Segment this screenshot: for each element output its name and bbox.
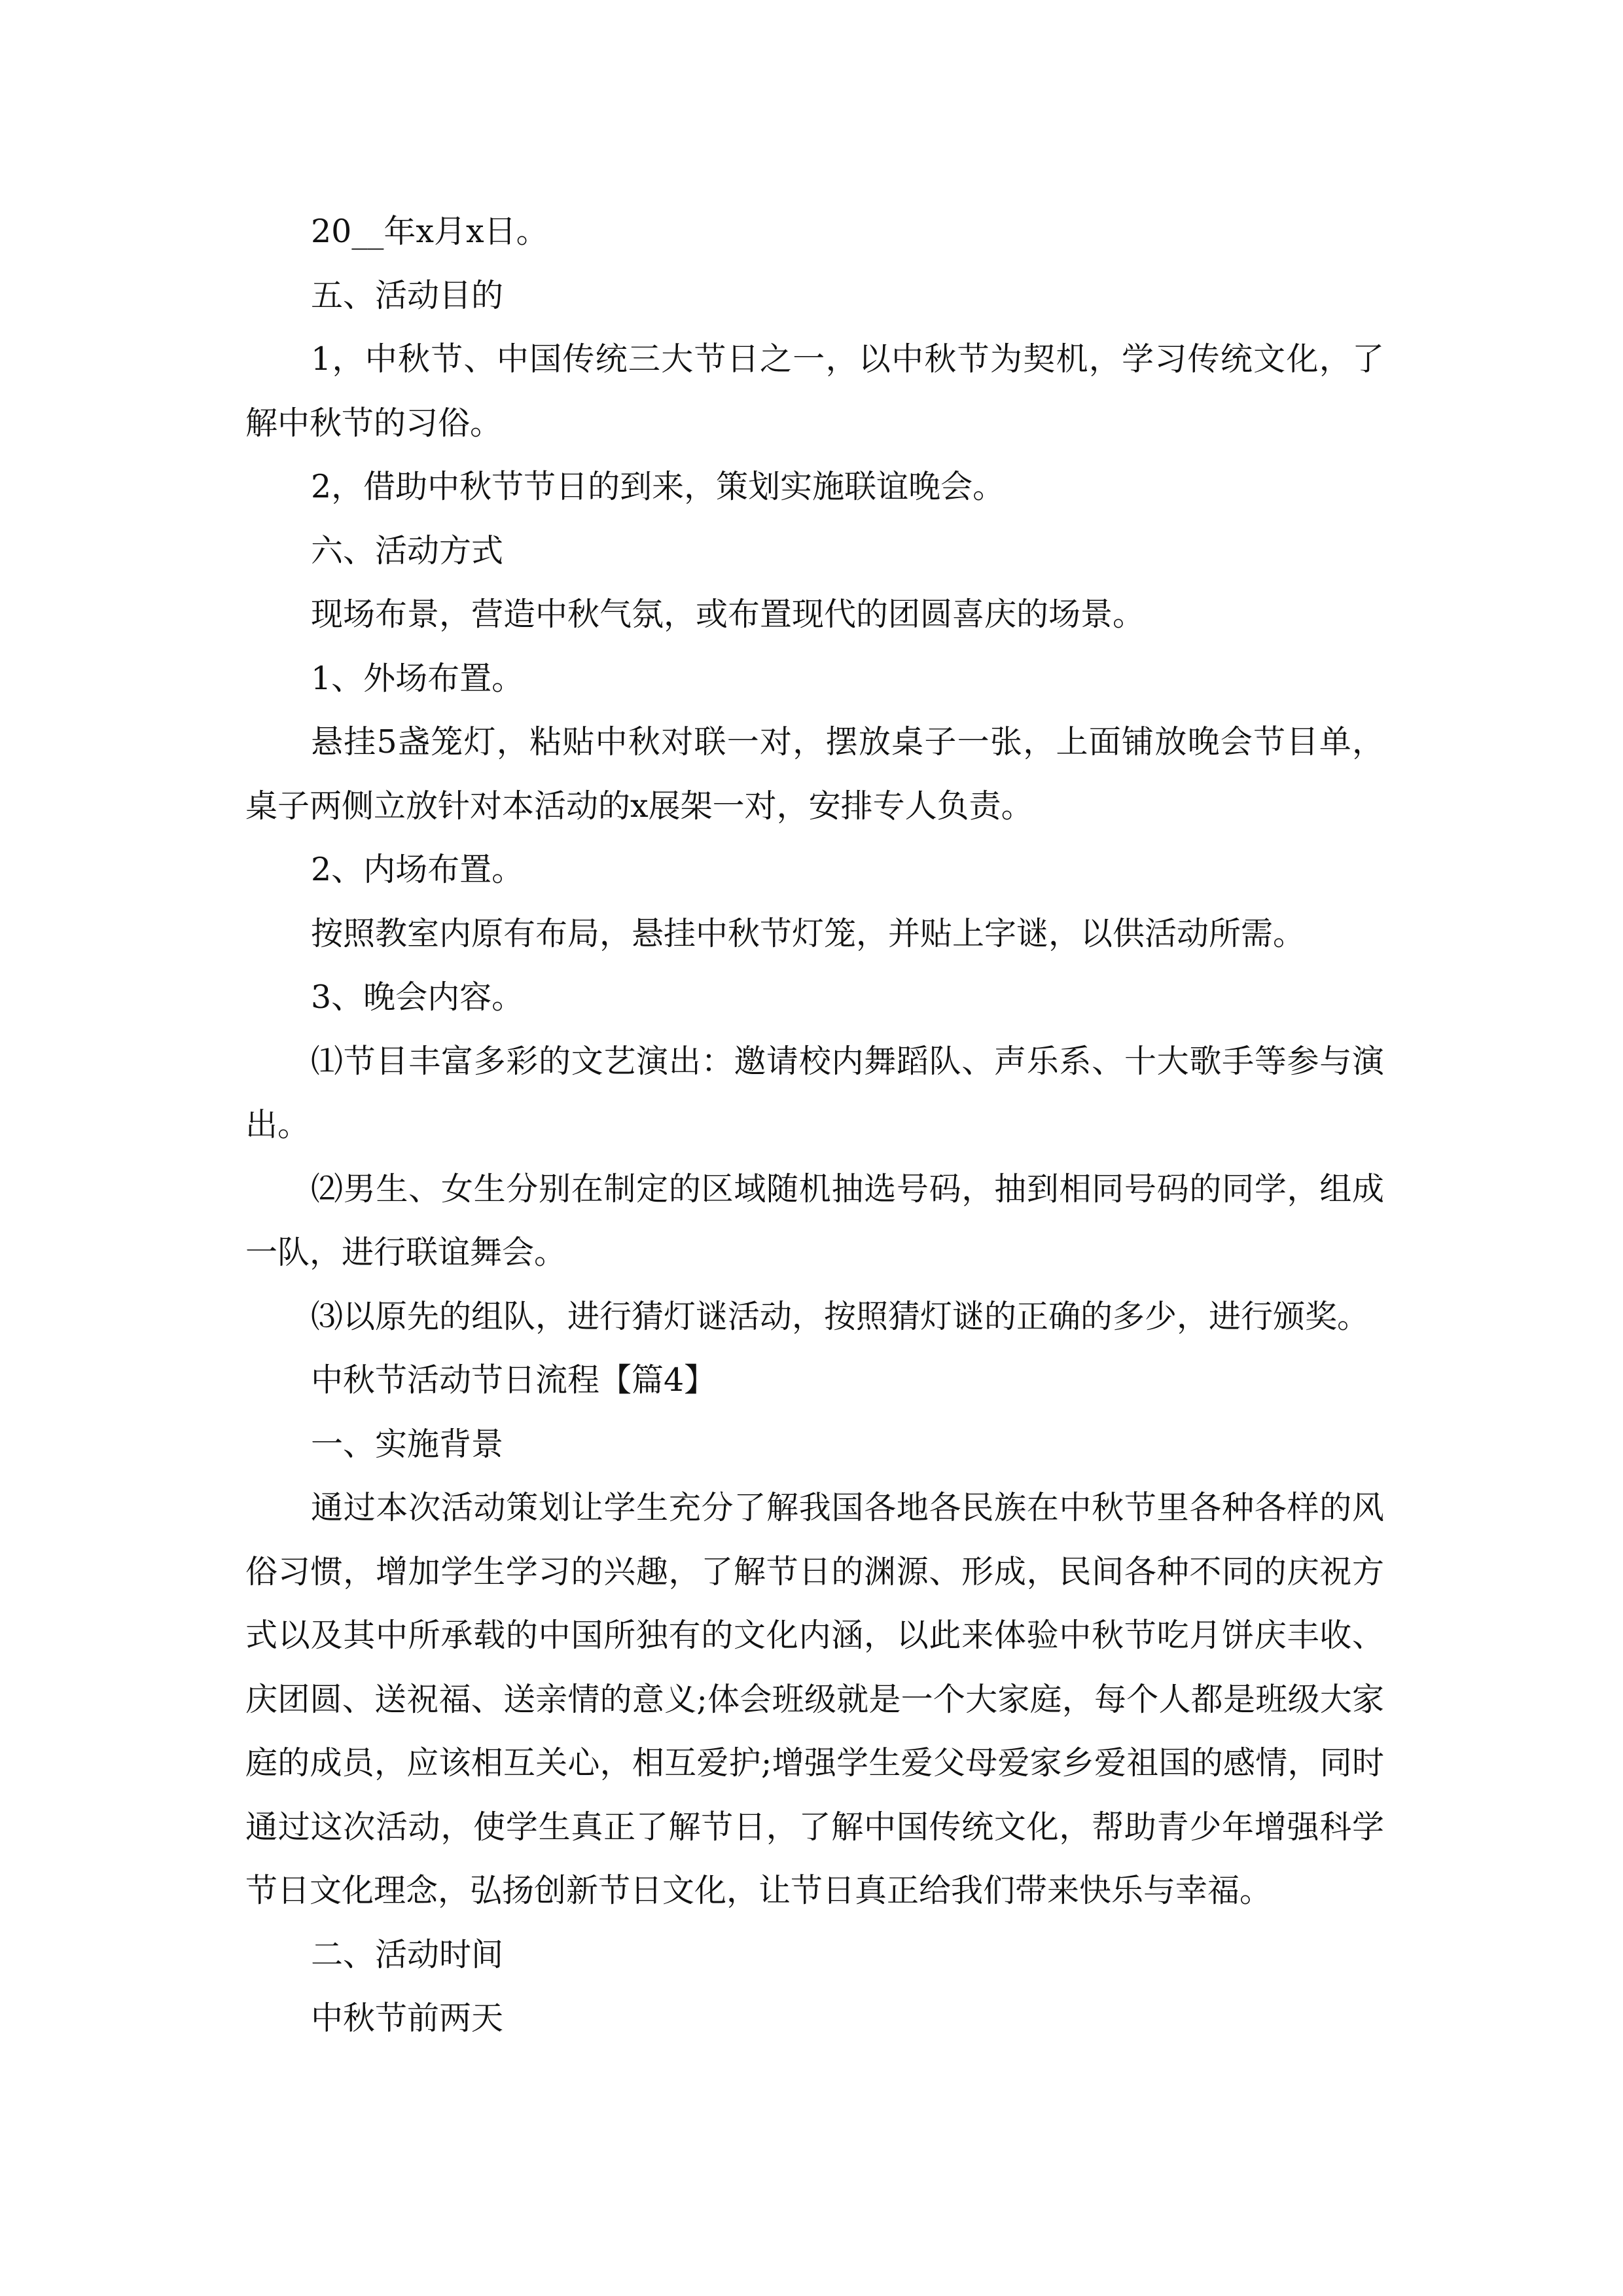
paragraph-party-item-1: ⑴节目丰富多彩的文艺演出：邀请校内舞蹈队、声乐系、十大歌手等参与演出。: [245, 1042, 1384, 1143]
paragraph-background: 通过本次活动策划让学生充分了解我国各地各民族在中秋节里各种各样的风俗习惯，增加学生学习的兴趣，了解节日的渊源、形成，民间各种不同的庆祝方式以及其中所承载的中国所独有的文化内涵，以此来体验中秋节吃月饼庆丰收、庆团圆、送祝福、送亲情的意义;体会班级就是一个大家庭，每个人都是班级大家庭的成员，应该相互关心，相互爱护;增强学生爱父母爱家乡爱祖国的感情，同时通过这次活动，使学生真正了解节日，了解中国传统文化，帮助青少年增强科学节日文化理念，弘扬创新节日文化，让节日真正给我们带来快乐与幸福。: [245, 1489, 1384, 1909]
subheading-indoor-setup: 2、内场布置。: [311, 851, 524, 888]
subheading-outdoor-setup: 1、外场布置。: [311, 659, 524, 697]
document-body: [245, 200, 1384, 2051]
subheading-party-content: 3、晚会内容。: [311, 978, 524, 1016]
section-heading-method: 六、活动方式: [311, 531, 504, 569]
section-heading-purpose: 五、活动目的: [311, 276, 504, 314]
paragraph-outdoor-setup: 悬挂5盏笼灯，粘贴中秋对联一对，摆放桌子一张，上面铺放晚会节目单，桌子两侧立放针对本活动的x展架一对，安排专人负责。: [245, 723, 1384, 825]
paragraph-indoor-setup: 按照教室内原有布局，悬挂中秋节灯笼，并贴上字谜，以供活动所需。: [311, 914, 1306, 952]
section-heading-time: 二、活动时间: [311, 1935, 504, 1973]
paragraph-time: 中秋节前两天: [311, 2000, 504, 2037]
article-title-part4: 中秋节活动节日流程【篇4】: [311, 1361, 717, 1399]
paragraph-purpose-2: 2，借助中秋节节日的到来，策划实施联谊晚会。: [311, 468, 1005, 505]
paragraph-purpose-1: 1，中秋节、中国传统三大节日之一，以中秋节为契机，学习传统文化，了解中秋节的习俗。: [245, 340, 1384, 442]
paragraph-party-item-2: ⑵男生、女生分别在制定的区域随机抽选号码，抽到相同号码的同学，组成一队，进行联谊舞会。: [245, 1170, 1384, 1271]
paragraph-party-item-3: ⑶以原先的组队，进行猜灯谜活动，按照猜灯谜的正确的多少，进行颁奖。: [311, 1297, 1370, 1335]
paragraph-method-intro: 现场布景，营造中秋气氛，或布置现代的团圆喜庆的场景。: [311, 596, 1145, 633]
section-heading-background: 一、实施背景: [311, 1425, 504, 1463]
date-line: 20__年x月x日。: [311, 213, 548, 250]
